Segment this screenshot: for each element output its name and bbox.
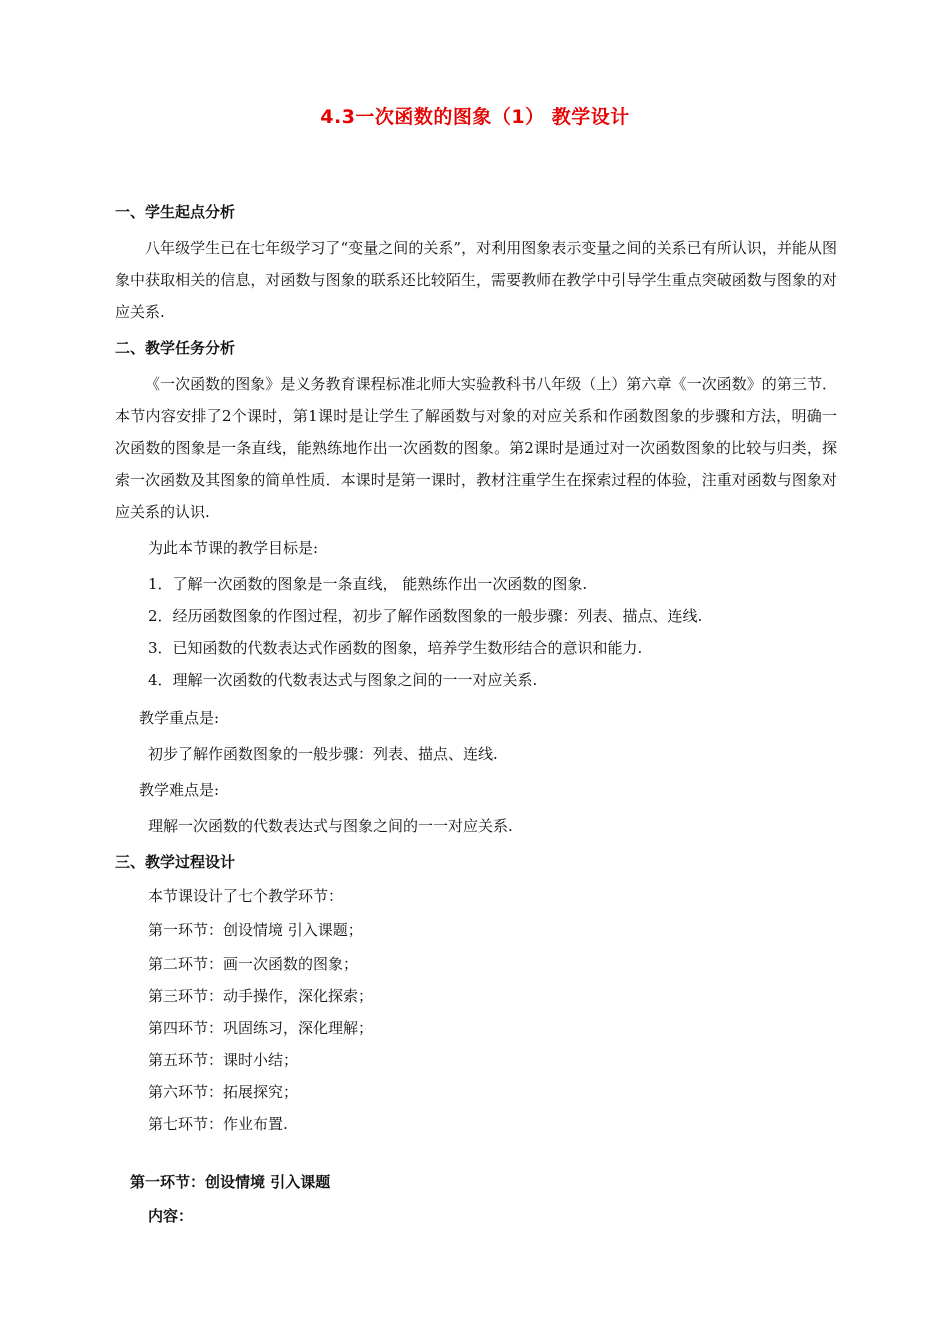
goal-item: 2．经历函数图象的作图过程，初步了解作函数图象的一般步骤：列表、描点、连线. (148, 607, 703, 625)
section-heading-student-analysis: 一、学生起点分析 (115, 203, 236, 221)
process-step: 第三环节：动手操作，深化探索； (148, 987, 374, 1005)
content-label: 内容： (148, 1207, 194, 1225)
goal-item: 4．理解一次函数的代数表达式与图象之间的一一对应关系. (148, 671, 538, 689)
section-paragraph-student-analysis: 八年级学生已在七年级学习了“变量之间的关系”，对利用图象表示变量之间的关系已有所认识，并能从图象中获取相关的信息，对函数与图象的联系还比较陌生，需要教师在教学中引导学生重点突破函数与图象的对应关系. (115, 239, 837, 321)
document-title: 4.3一次函数的图象（1） 教学设计 (320, 106, 630, 128)
difficult-point-label: 教学难点是: (139, 781, 220, 799)
key-point-text: 初步了解作函数图象的一般步骤：列表、描点、连线. (148, 745, 498, 763)
process-step: 第一环节：创设情境 引入课题； (148, 921, 363, 939)
key-point-label: 教学重点是: (139, 709, 220, 727)
process-step: 第二环节：画一次函数的图象； (148, 955, 359, 973)
process-step: 第五环节：课时小结； (148, 1051, 299, 1069)
section-heading-process-design: 三、教学过程设计 (115, 853, 236, 871)
process-step: 第四环节：巩固练习，深化理解； (148, 1019, 374, 1037)
goals-intro: 为此本节课的教学目标是: (148, 539, 319, 557)
goal-item: 3．已知函数的代数表达式作函数的图象，培养学生数形结合的意识和能力. (148, 639, 643, 657)
difficult-point-text: 理解一次函数的代数表达式与图象之间的一一对应关系. (148, 817, 513, 835)
subsection-heading-first-step: 第一环节：创设情境 引入课题 (130, 1173, 331, 1191)
goal-item: 1．了解一次函数的图象是一条直线， 能熟练作出一次函数的图象. (148, 575, 588, 593)
process-intro: 本节课设计了七个教学环节： (148, 887, 344, 905)
process-step: 第七环节：作业布置. (148, 1115, 288, 1133)
section-heading-task-analysis: 二、教学任务分析 (115, 339, 236, 357)
section-paragraph-task-analysis: 《一次函数的图象》是义务教育课程标准北师大实验教科书八年级（上）第六章《一次函数》的第三节．本节内容安排了2个课时，第1课时是让学生了解函数与对象的对应关系和作函数图象的步骤和方法，明确一次函数的图象是一条直线，能熟练地作出一次函数的图象。第2课时是通过对一次函数图象的比较与归类，探索一次函数及其图象的简单性质．本课时是第一课时，教材注重学生在探索过程的体验，注重对函数与图象对应关系的认识. (115, 375, 837, 521)
process-step: 第六环节：拓展探究； (148, 1083, 299, 1101)
